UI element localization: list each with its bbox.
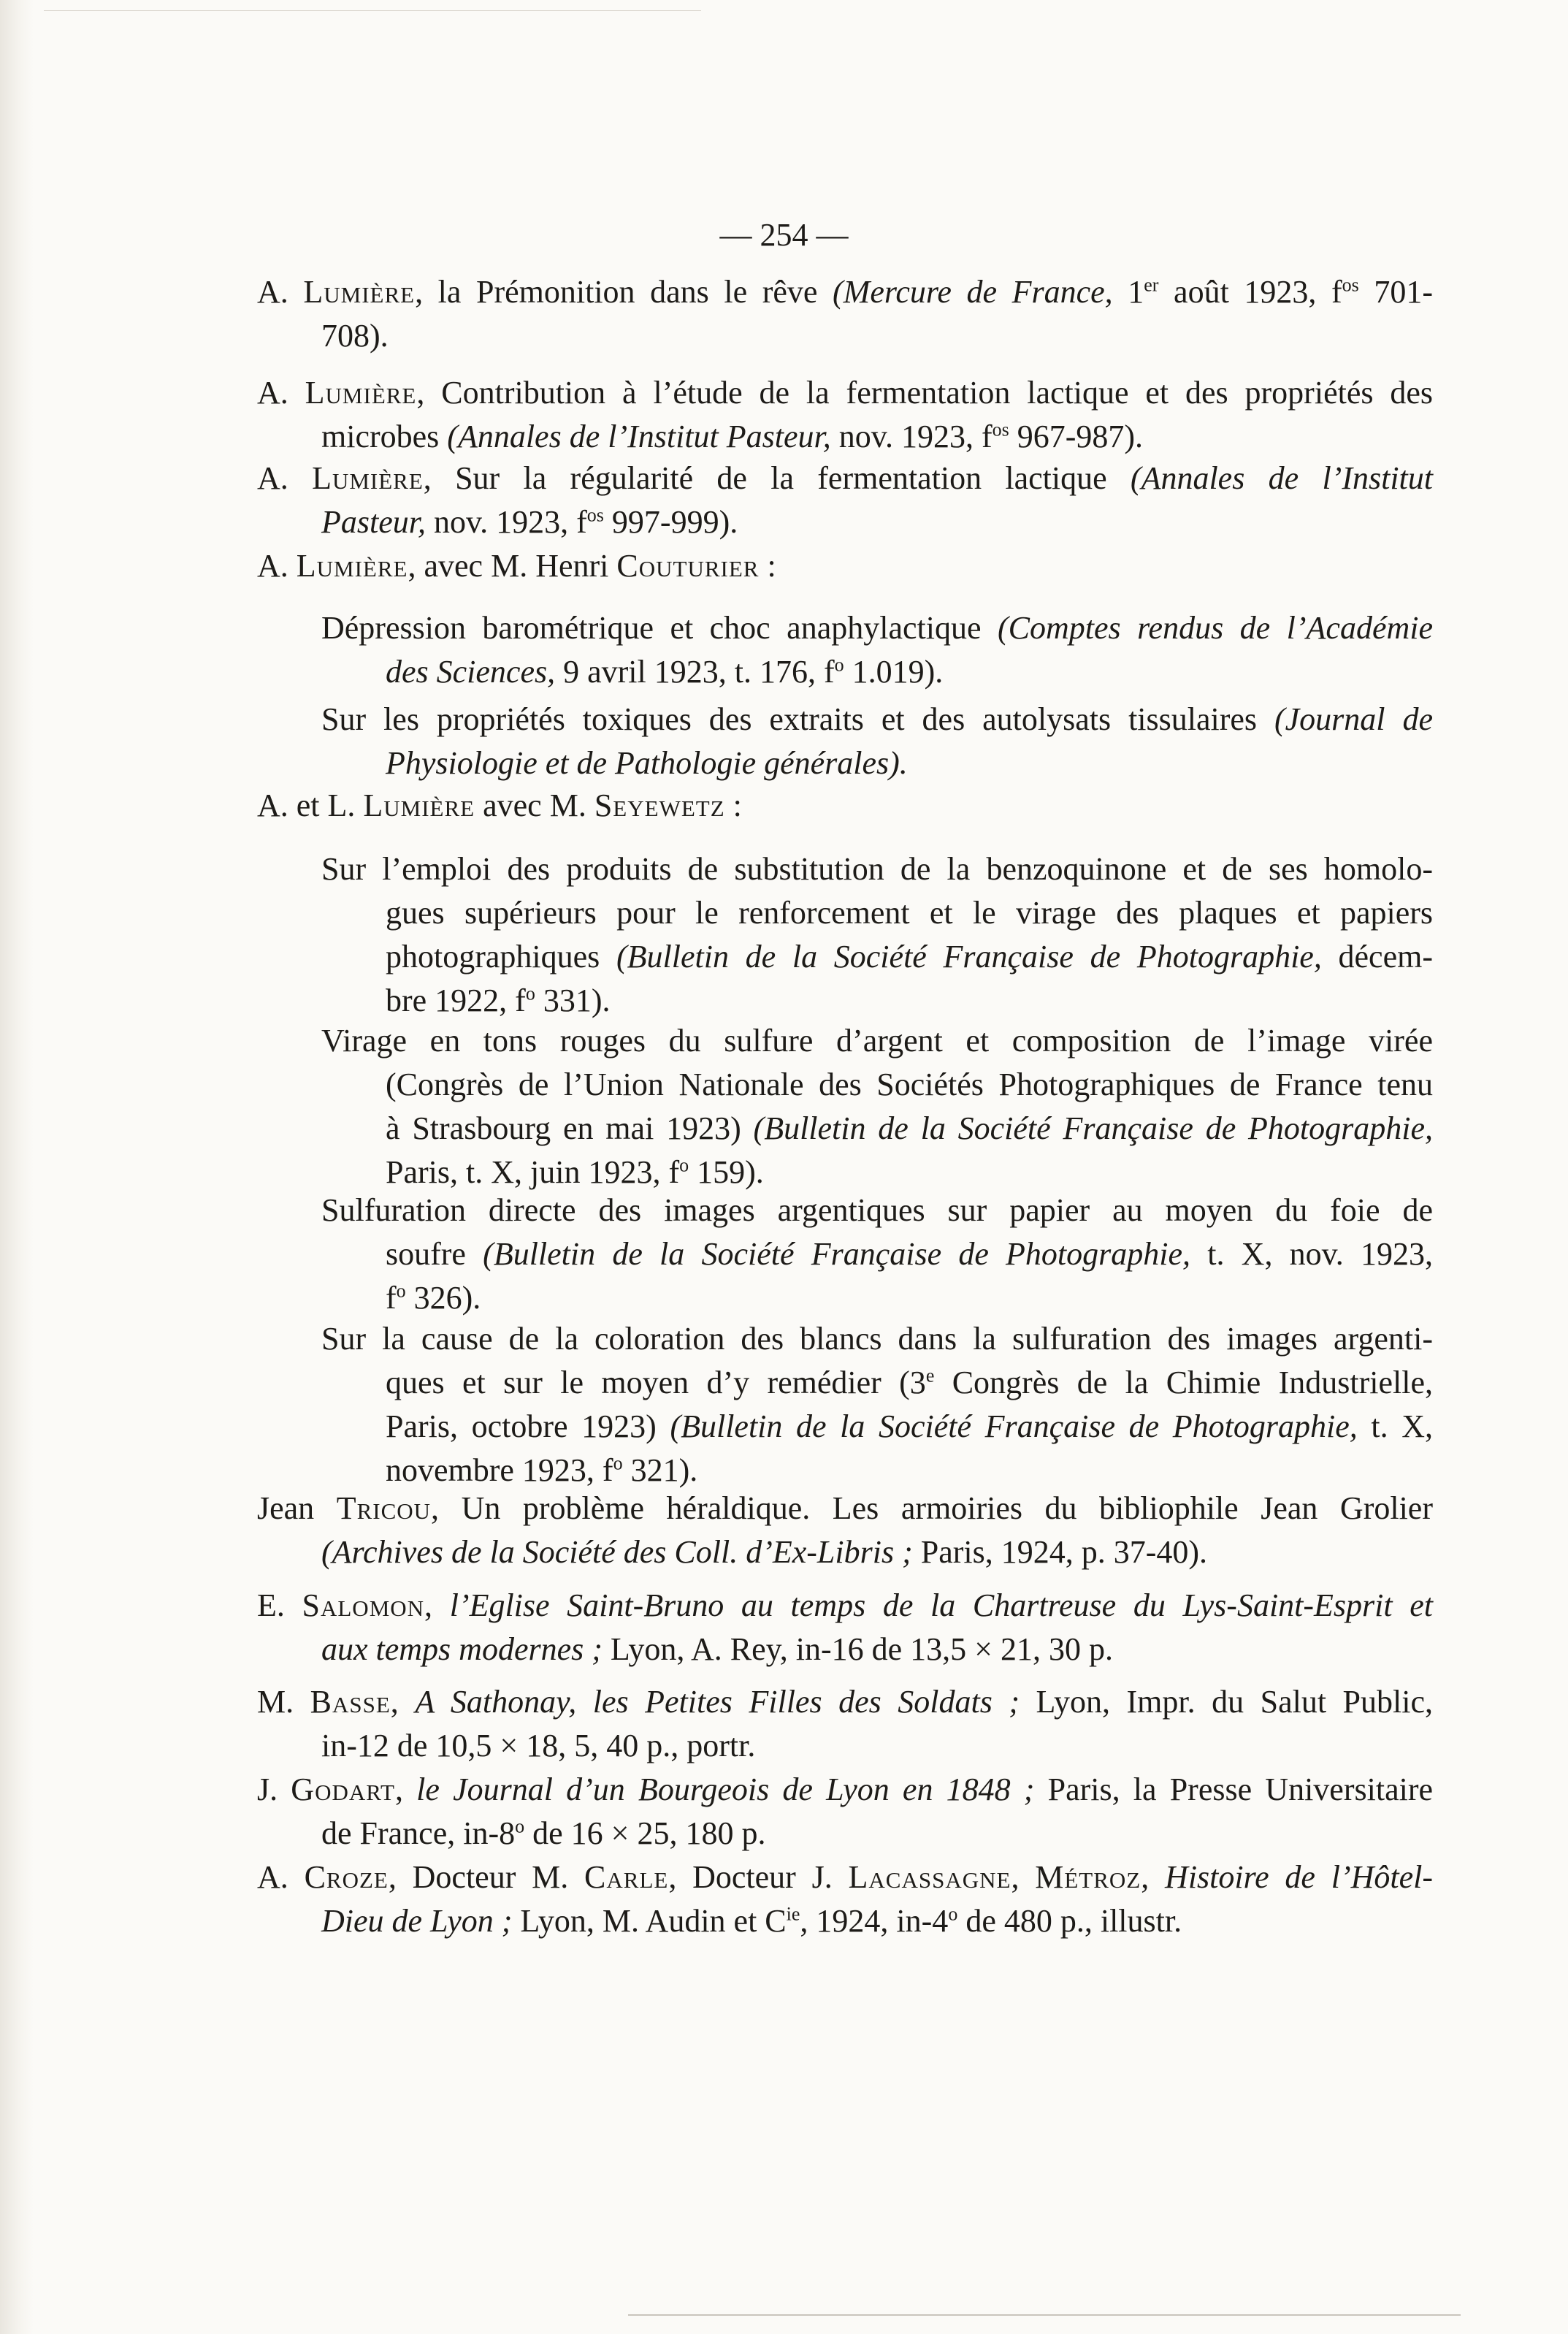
text-run: Paris, 1924, p. 37-40). [912, 1534, 1208, 1570]
entry-line [257, 1856, 1433, 1899]
italic-title: (Bulletin de la Société Française de Photographie, [616, 939, 1322, 975]
text-run: 701- [1358, 274, 1434, 310]
entry-line [321, 741, 1433, 785]
text-run: Lyon, A. Rey, in-16 de 13,5 × 21, 30 p. [602, 1631, 1113, 1667]
text-run: , avec M. Henri [408, 548, 617, 584]
entry-line [321, 1449, 1433, 1492]
italic-title: (Archives de la Société des Coll. d’Ex-Libris ; [321, 1534, 913, 1570]
bibliography-entry [257, 457, 1433, 544]
text-run: Dépression barométrique et choc anaphylactique [321, 610, 998, 646]
text-run: , Docteur J. [668, 1859, 849, 1895]
italic-title: le Journal d’un Bourgeois de Lyon en 1848 ; [416, 1772, 1035, 1807]
text-run: nov. 1923, f [830, 419, 993, 454]
text-run: soufre [386, 1236, 483, 1272]
bibliography-entry [257, 1680, 1433, 1768]
superscript: ie [786, 1903, 800, 1925]
author-name: Lumière [312, 460, 424, 496]
text-run: (Congrès de l’Union Nationale des Sociétés Photographiques de France tenu [386, 1067, 1433, 1102]
text-run: , [1011, 1859, 1036, 1895]
text-run: 331). [535, 983, 611, 1018]
text-run: Virage en tons rouges du sulfure d’argent et composition de l’image virée [321, 1023, 1433, 1059]
entry-line [321, 1063, 1433, 1107]
entry-line [257, 1584, 1433, 1628]
entry-line [257, 1680, 1433, 1724]
text-run: à Strasbourg en mai 1923) [386, 1110, 754, 1146]
author-name: Carle [584, 1859, 669, 1895]
entry-line [257, 544, 1433, 588]
entry-line [257, 371, 1433, 415]
superscript: o [515, 1815, 525, 1837]
page-number: — 254 — [719, 217, 849, 253]
entry-line [321, 935, 1433, 979]
text-run: , Docteur M. [388, 1859, 585, 1895]
entry-line [321, 1019, 1433, 1063]
italic-title: (Annales de l’Institut Pasteur, [447, 419, 831, 454]
text-run: M. [257, 1684, 310, 1720]
superscript: o [396, 1280, 406, 1302]
entry-line [321, 1107, 1433, 1151]
text-run: Paris, t. X, juin 1923, f [386, 1154, 680, 1190]
text-run: 1.019). [844, 654, 944, 690]
superscript: o [525, 983, 535, 1004]
text-run: 967-987). [1009, 419, 1144, 454]
superscript: er [1144, 274, 1159, 296]
author-name: Godart [291, 1772, 395, 1807]
italic-title: (Bulletin de la Société Française de Photographie, [483, 1236, 1191, 1272]
italic-title: Physiologie et de Pathologie générales). [386, 745, 908, 781]
superscript: o [834, 654, 844, 676]
italic-title: (Annales de l’Institut [1130, 460, 1433, 496]
entry-line [257, 1628, 1433, 1671]
entry-line [321, 1189, 1433, 1232]
author-name: Lumière [296, 548, 408, 584]
text-run: bre 1922, f [386, 983, 526, 1018]
entry-line [257, 1487, 1433, 1530]
entry-line [257, 1530, 1433, 1574]
entry-line [321, 1361, 1433, 1405]
bibliography-entry [321, 698, 1433, 785]
text-run: f [386, 1280, 397, 1316]
text-run: , [1141, 1859, 1166, 1895]
text-run: Paris, octobre 1923) [386, 1408, 670, 1444]
author-name: Lacassagne [848, 1859, 1011, 1895]
italic-title: Pasteur, [321, 504, 426, 540]
entry-line [257, 457, 1433, 500]
text-run: A. et L. [257, 787, 364, 823]
entry-line [321, 891, 1433, 935]
bibliography-entry [321, 1317, 1433, 1492]
author-name: Salomon [302, 1587, 425, 1623]
italic-title: des Sciences, [386, 654, 556, 690]
entry-line [321, 1317, 1433, 1361]
text-run: décem- [1321, 939, 1433, 975]
text-run: 159). [689, 1154, 764, 1190]
text-run: de France, in-8 [321, 1815, 516, 1851]
bibliography-entry [257, 1856, 1433, 1943]
text-run: Lyon, M. Audin et C [512, 1903, 787, 1939]
text-run: , [390, 1684, 416, 1720]
entry-line [257, 784, 1433, 828]
text-run: , Un problème héraldique. Les armoiries du bibliophile Jean Grolier [431, 1490, 1433, 1526]
text-run: A. [257, 1859, 305, 1895]
text-run: nov. 1923, f [426, 504, 587, 540]
bibliography-entry [257, 1768, 1433, 1856]
text-run: , 1924, in-4 [800, 1903, 949, 1939]
entry-line [321, 1151, 1433, 1194]
text-run: in-12 de 10,5 × 18, 5, 40 p., portr. [321, 1728, 756, 1763]
entry-line [321, 1405, 1433, 1449]
author-name: Tricou [336, 1490, 432, 1526]
superscript: o [679, 1154, 689, 1176]
author-name: Lumière [305, 375, 417, 411]
text-run: t. X, [1357, 1408, 1434, 1444]
text-run: : [759, 548, 776, 584]
author-name: Basse [310, 1684, 391, 1720]
bibliography-entry [257, 371, 1433, 459]
entry-line [257, 1724, 1433, 1768]
text-run: , Contribution à l’étude de la fermentation lactique et des propriétés des [416, 375, 1434, 411]
bibliography-entry [257, 270, 1433, 358]
bottom-scan-line [628, 2314, 1461, 2316]
text-run: A. [257, 274, 304, 310]
text-run: A. [257, 375, 305, 411]
text-run: 708). [321, 318, 389, 354]
italic-title: A Sathonay, les Petites Filles des Soldats ; [415, 1684, 1020, 1720]
text-run: Sur la cause de la coloration des blancs dans la sulfuration des images argenti- [321, 1321, 1433, 1357]
entry-line [321, 606, 1433, 650]
author-name: Seyewetz [594, 787, 725, 823]
bibliography-entry [257, 544, 1433, 588]
text-run: Sur l’emploi des produits de substitution de la benzoquinone et de ses homolo- [321, 851, 1433, 887]
text-run: Jean [257, 1490, 337, 1526]
text-run: photographiques [386, 939, 616, 975]
bibliography-entry [321, 606, 1433, 694]
text-run: , Sur la régularité de la fermentation lactique [423, 460, 1131, 496]
italic-title: (Bulletin de la Société Française de Photographie, [670, 1408, 1358, 1444]
text-run: E. [257, 1587, 302, 1623]
italic-title: Histoire de l’Hôtel- [1165, 1859, 1434, 1895]
bibliography-entry [321, 1019, 1433, 1194]
text-run: 1 [1112, 274, 1144, 310]
text-run: A. [257, 548, 297, 584]
entry-line [321, 650, 1433, 694]
text-run: novembre 1923, f [386, 1452, 613, 1488]
page-edge-shadow [0, 0, 34, 2334]
text-run: Sulfuration directe des images argentiques sur papier au moyen du foie de [321, 1192, 1433, 1228]
text-run: Paris, la Presse Universitaire [1034, 1772, 1433, 1807]
entry-line [257, 270, 1433, 314]
text-run: : [724, 787, 742, 823]
superscript: e [925, 1365, 935, 1387]
superscript: os [1342, 274, 1359, 296]
text-run: , [395, 1772, 417, 1807]
text-run: de 480 p., illustr. [957, 1903, 1182, 1939]
author-name: Métroz [1035, 1859, 1141, 1895]
text-run: J. [257, 1772, 291, 1807]
text-run: août 1923, f [1158, 274, 1342, 310]
italic-title: (Mercure de France, [833, 274, 1113, 310]
bibliography-entry [321, 1189, 1433, 1320]
text-run: , la Prémonition dans le rêve [415, 274, 833, 310]
author-name: Lumière [303, 274, 416, 310]
italic-title: (Bulletin de la Société Française de Photographie, [753, 1110, 1433, 1146]
entry-line [257, 500, 1433, 544]
text-run: A. [257, 460, 313, 496]
superscript: os [992, 419, 1009, 441]
entry-line [257, 1899, 1433, 1943]
text-run: 997-999). [603, 504, 738, 540]
author-name: Couturier [616, 548, 760, 584]
entry-line [321, 1276, 1433, 1320]
entry-line [321, 847, 1433, 891]
entry-line [257, 415, 1433, 459]
entry-line [321, 1232, 1433, 1276]
text-run: ques et sur le moyen d’y remédier (3 [386, 1365, 926, 1400]
text-run: de 16 × 25, 180 p. [524, 1815, 766, 1851]
bibliography-entry [257, 1487, 1433, 1574]
entry-line [257, 1812, 1433, 1856]
author-name: Lumière [363, 787, 475, 823]
italic-title: (Comptes rendus de l’Académie [997, 610, 1433, 646]
text-run: 9 avril 1923, t. 176, f [555, 654, 835, 690]
text-run: 321). [622, 1452, 698, 1488]
text-run: microbes [321, 419, 448, 454]
bibliography-entry [321, 847, 1433, 1023]
entry-line [257, 1768, 1433, 1812]
author-name: Croze [304, 1859, 389, 1895]
superscript: o [948, 1903, 958, 1925]
bibliography-entry [257, 1584, 1433, 1671]
entry-line [321, 979, 1433, 1023]
text-run: Congrès de la Chimie Industrielle, [934, 1365, 1433, 1400]
text-run: gues supérieurs pour le renforcement et le virage des plaques et papiers [386, 895, 1433, 931]
italic-title: Dieu de Lyon ; [321, 1903, 513, 1939]
text-run: avec M. [475, 787, 594, 823]
superscript: o [613, 1452, 623, 1474]
text-run: Lyon, Impr. du Salut Public, [1020, 1684, 1434, 1720]
italic-title: (Journal de [1274, 701, 1434, 737]
top-scan-line [44, 10, 701, 11]
entry-line [257, 314, 1433, 358]
text-run: , [424, 1587, 450, 1623]
italic-title: aux temps modernes ; [321, 1631, 603, 1667]
bibliography-entry [257, 784, 1433, 828]
text-run: t. X, nov. 1923, [1190, 1236, 1433, 1272]
text-run: Sur les propriétés toxiques des extraits et des autolysats tissulaires [321, 701, 1274, 737]
italic-title: l’Eglise Saint-Bruno au temps de la Chartreuse du Lys-Saint-Esprit et [449, 1587, 1433, 1623]
text-run: 326). [405, 1280, 481, 1316]
entry-line [321, 698, 1433, 741]
superscript: os [586, 504, 604, 526]
